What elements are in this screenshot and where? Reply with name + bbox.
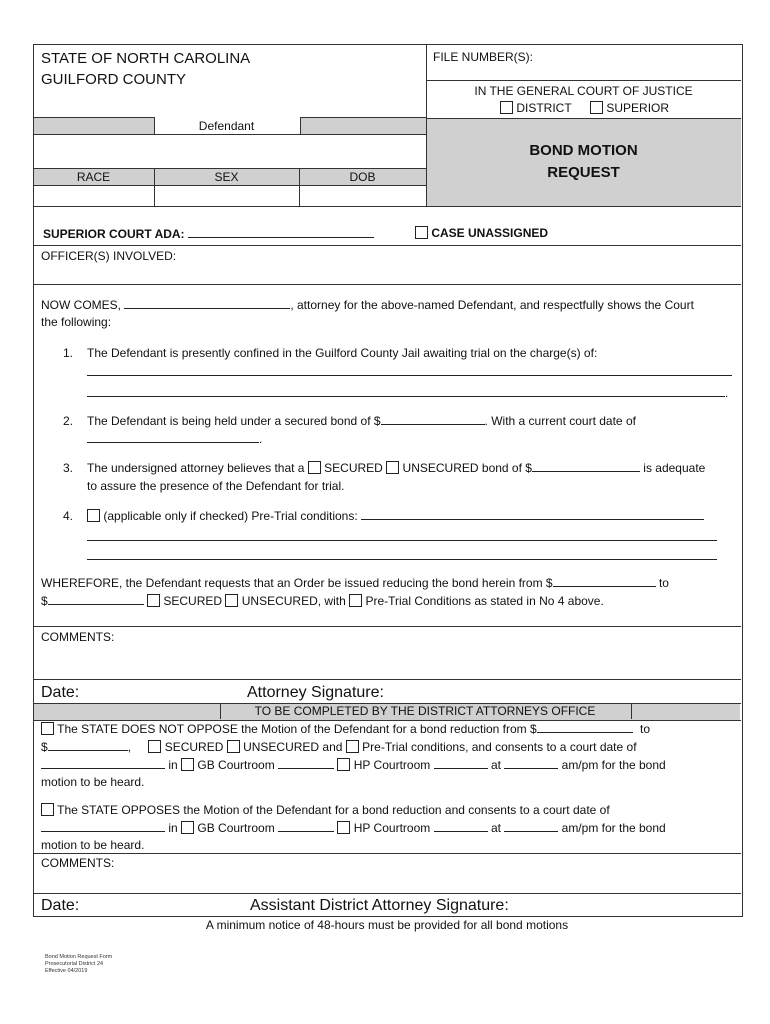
wherefore-unsecured-checkbox[interactable] bbox=[225, 594, 238, 607]
title-box bbox=[427, 118, 741, 206]
not-oppose-line-2 bbox=[41, 739, 637, 755]
notice-text: A minimum notice of 48-hours must be provided for all bond motions bbox=[205, 918, 569, 932]
comments-label: COMMENTS: bbox=[41, 630, 115, 644]
wherefore-line-2 bbox=[41, 593, 604, 609]
gb-courtroom-label: GB Courtroom bbox=[197, 758, 275, 772]
dob-field[interactable] bbox=[300, 186, 426, 206]
item-2-text: The Defendant is being held under a secured bond of $ bbox=[87, 414, 381, 428]
oppose-in: in bbox=[168, 821, 178, 835]
da-pretrial-label: Pre-Trial conditions, and consents to a court date of bbox=[362, 740, 637, 754]
oppose-ampm: am/pm for the bond bbox=[561, 821, 666, 835]
da-comments-top-line bbox=[33, 853, 741, 854]
now-comes-line bbox=[41, 297, 694, 313]
district-checkbox[interactable] bbox=[500, 101, 513, 114]
not-oppose-text: The STATE DOES NOT OPPOSE the Motion of the Defendant for a bond reduction from $ bbox=[57, 722, 537, 736]
wherefore-to: to bbox=[658, 576, 669, 590]
item-3-number: 3. bbox=[63, 461, 74, 475]
comments-field[interactable] bbox=[34, 646, 740, 678]
item-3-unsecured-checkbox[interactable] bbox=[386, 461, 399, 474]
officers-field[interactable] bbox=[190, 247, 735, 283]
race-field[interactable] bbox=[34, 186, 154, 206]
superior-checkbox[interactable] bbox=[590, 101, 603, 114]
da-comments-field[interactable] bbox=[34, 872, 740, 892]
footer-effective: Effective 04/2019 bbox=[45, 968, 88, 974]
court-date-period: . bbox=[259, 432, 263, 446]
wherefore-line bbox=[41, 575, 669, 591]
item-1-number: 1. bbox=[63, 346, 74, 360]
item-4-number: 4. bbox=[63, 509, 74, 523]
oppose-gb-field[interactable] bbox=[278, 820, 334, 832]
da-time-field[interactable] bbox=[504, 757, 558, 769]
ada-signature-label: Assistant District Attorney Signature: bbox=[250, 897, 509, 914]
pretrial-line-3[interactable] bbox=[87, 559, 717, 560]
pretrial-checkbox[interactable] bbox=[87, 509, 100, 522]
item-4-text: (applicable only if checked) Pre-Trial conditions: bbox=[103, 509, 358, 523]
da-court-date-field[interactable] bbox=[41, 757, 165, 769]
race-label: RACE bbox=[76, 170, 111, 184]
hp-courtroom-field[interactable] bbox=[434, 757, 488, 769]
now-comes-text-2: , attorney for the above-named Defendant, and respectfully shows the Court bbox=[290, 298, 694, 312]
hp-courtroom-label: HP Courtroom bbox=[353, 758, 431, 772]
court-date-field[interactable] bbox=[87, 431, 259, 443]
bond-from-field[interactable] bbox=[553, 575, 656, 587]
oppose-checkbox[interactable] bbox=[41, 803, 54, 816]
da-banner-text: TO BE COMPLETED BY THE DISTRICT ATTORNEYS OFFICE bbox=[254, 704, 596, 718]
form-title-line2: REQUEST bbox=[547, 164, 620, 181]
item-3-text-2: is adequate bbox=[643, 461, 706, 475]
district-option[interactable] bbox=[500, 100, 572, 116]
ada-field[interactable] bbox=[188, 226, 374, 238]
footer-form-name: Bond Motion Request Form bbox=[45, 954, 113, 960]
da-comma: , bbox=[127, 740, 132, 754]
pretrial-line-2[interactable] bbox=[87, 540, 717, 541]
secured-bond-amount-field[interactable] bbox=[381, 413, 485, 425]
da-date-label: Date: bbox=[41, 897, 80, 914]
item-4-line bbox=[87, 508, 704, 524]
state-name: STATE OF NORTH CAROLINA bbox=[41, 50, 251, 67]
oppose-time-field[interactable] bbox=[504, 820, 558, 832]
da-in: in bbox=[168, 758, 178, 772]
oppose-line bbox=[41, 802, 610, 818]
sex-label: SEX bbox=[214, 170, 239, 184]
oppose-hp-checkbox[interactable] bbox=[337, 821, 350, 834]
not-oppose-line-3 bbox=[41, 757, 666, 773]
attorney-name-field[interactable] bbox=[124, 297, 290, 309]
pretrial-conditions-field[interactable] bbox=[361, 508, 704, 520]
comments-bottom-line bbox=[33, 679, 741, 680]
officers-label: OFFICER(S) INVOLVED: bbox=[41, 249, 177, 263]
case-unassigned-checkbox[interactable] bbox=[415, 226, 428, 239]
bond-to-dollar: $ bbox=[41, 594, 48, 608]
court-date-line bbox=[87, 431, 262, 447]
item-3-text: The undersigned attorney believes that a bbox=[87, 461, 305, 475]
bond-to-field[interactable] bbox=[48, 593, 144, 605]
da-at: at bbox=[490, 758, 501, 772]
footer-district: Prosecutorial District 24 bbox=[45, 961, 104, 967]
item-2-text-2: . With a current court date of bbox=[484, 414, 636, 428]
form-title-line1: BOND MOTION bbox=[529, 142, 638, 159]
da-dollar: $ bbox=[41, 740, 48, 754]
item-2-line bbox=[87, 413, 636, 429]
title-top-line bbox=[426, 118, 741, 119]
defendant-label: Defendant bbox=[198, 119, 255, 133]
charges-line-2[interactable] bbox=[87, 396, 725, 397]
file-number-divider bbox=[426, 80, 741, 81]
ada-label: SUPERIOR COURT ADA: bbox=[43, 227, 185, 241]
superior-court-ada bbox=[43, 226, 374, 242]
da-secured-label: SECURED bbox=[164, 740, 224, 754]
oppose-heard: motion to be heard. bbox=[41, 838, 145, 852]
oppose-gb-label: GB Courtroom bbox=[197, 821, 275, 835]
comments-top-line bbox=[33, 626, 741, 627]
oppose-line-2 bbox=[41, 820, 666, 836]
item-2-number: 2. bbox=[63, 414, 74, 428]
ada-bottom-line bbox=[33, 245, 741, 246]
hp-courtroom-checkbox[interactable] bbox=[337, 758, 350, 771]
not-oppose-to: to bbox=[640, 722, 651, 736]
oppose-gb-checkbox[interactable] bbox=[181, 821, 194, 834]
wherefore-text: WHEREFORE, the Defendant requests that an Order be issued reducing the bond herein from $ bbox=[41, 576, 553, 590]
attorney-signature-label: Attorney Signature: bbox=[247, 684, 384, 701]
oppose-hp-field[interactable] bbox=[434, 820, 488, 832]
wherefore-secured-label: SECURED bbox=[163, 594, 223, 608]
wherefore-pretrial-label: Pre-Trial Conditions as stated in No 4 above. bbox=[365, 594, 604, 608]
not-oppose-heard: motion to be heard. bbox=[41, 775, 145, 789]
da-secured-checkbox[interactable] bbox=[148, 740, 161, 753]
proposed-bond-amount-field[interactable] bbox=[532, 460, 640, 472]
da-ampm: am/pm for the bond bbox=[561, 758, 666, 772]
oppose-court-date-field[interactable] bbox=[41, 820, 165, 832]
da-pretrial-checkbox[interactable] bbox=[346, 740, 359, 753]
officers-bottom-line bbox=[33, 284, 741, 285]
item-3-text-3: to assure the presence of the Defendant for trial. bbox=[87, 479, 345, 493]
item-3-secured-checkbox[interactable] bbox=[308, 461, 321, 474]
case-unassigned-label: CASE UNASSIGNED bbox=[431, 226, 549, 240]
item-1-text: The Defendant is presently confined in the Guilford County Jail awaiting trial on the charge(s) of: bbox=[87, 346, 598, 360]
not-oppose-checkbox[interactable] bbox=[41, 722, 54, 735]
da-bond-from-field[interactable] bbox=[537, 721, 633, 733]
da-comments-label: COMMENTS: bbox=[41, 856, 115, 870]
dob-label: DOB bbox=[349, 170, 376, 184]
district-label: DISTRICT bbox=[516, 101, 572, 115]
da-unsecured-checkbox[interactable] bbox=[227, 740, 240, 753]
superior-option[interactable] bbox=[590, 100, 669, 116]
sex-field[interactable] bbox=[155, 186, 299, 206]
item-3-secured-label: SECURED bbox=[324, 461, 383, 475]
defendant-name-field[interactable] bbox=[34, 135, 426, 168]
now-comes-following: the following: bbox=[41, 315, 112, 329]
not-oppose-line bbox=[41, 721, 650, 737]
gb-courtroom-checkbox[interactable] bbox=[181, 758, 194, 771]
header-bottom-line bbox=[33, 206, 741, 207]
da-comments-bottom-line bbox=[33, 893, 741, 894]
wherefore-pretrial-checkbox[interactable] bbox=[349, 594, 362, 607]
file-numbers-label: FILE NUMBER(S): bbox=[433, 50, 534, 64]
item-3-line bbox=[87, 460, 705, 476]
charges-line-1[interactable] bbox=[87, 375, 732, 376]
court-name: IN THE GENERAL COURT OF JUSTICE bbox=[474, 84, 693, 98]
now-comes-text: NOW COMES, bbox=[41, 298, 121, 312]
charges-period: . bbox=[725, 386, 729, 400]
item-3-unsecured-label: UNSECURED bond of $ bbox=[402, 461, 532, 475]
oppose-text: The STATE OPPOSES the Motion of the Defendant for a bond reduction and consents to a court date of bbox=[57, 803, 610, 817]
wherefore-secured-checkbox[interactable] bbox=[147, 594, 160, 607]
da-unsecured-label: UNSECURED and bbox=[243, 740, 343, 754]
oppose-at: at bbox=[490, 821, 501, 835]
oppose-hp-label: HP Courtroom bbox=[353, 821, 431, 835]
gb-courtroom-field[interactable] bbox=[278, 757, 334, 769]
superior-label: SUPERIOR bbox=[606, 101, 670, 115]
da-bond-to-field[interactable] bbox=[48, 739, 128, 751]
attorney-date-label: Date: bbox=[41, 684, 80, 701]
county-name: GUILFORD COUNTY bbox=[41, 71, 187, 88]
case-unassigned-option[interactable] bbox=[415, 225, 548, 241]
wherefore-unsecured-label: UNSECURED, with bbox=[241, 594, 346, 608]
